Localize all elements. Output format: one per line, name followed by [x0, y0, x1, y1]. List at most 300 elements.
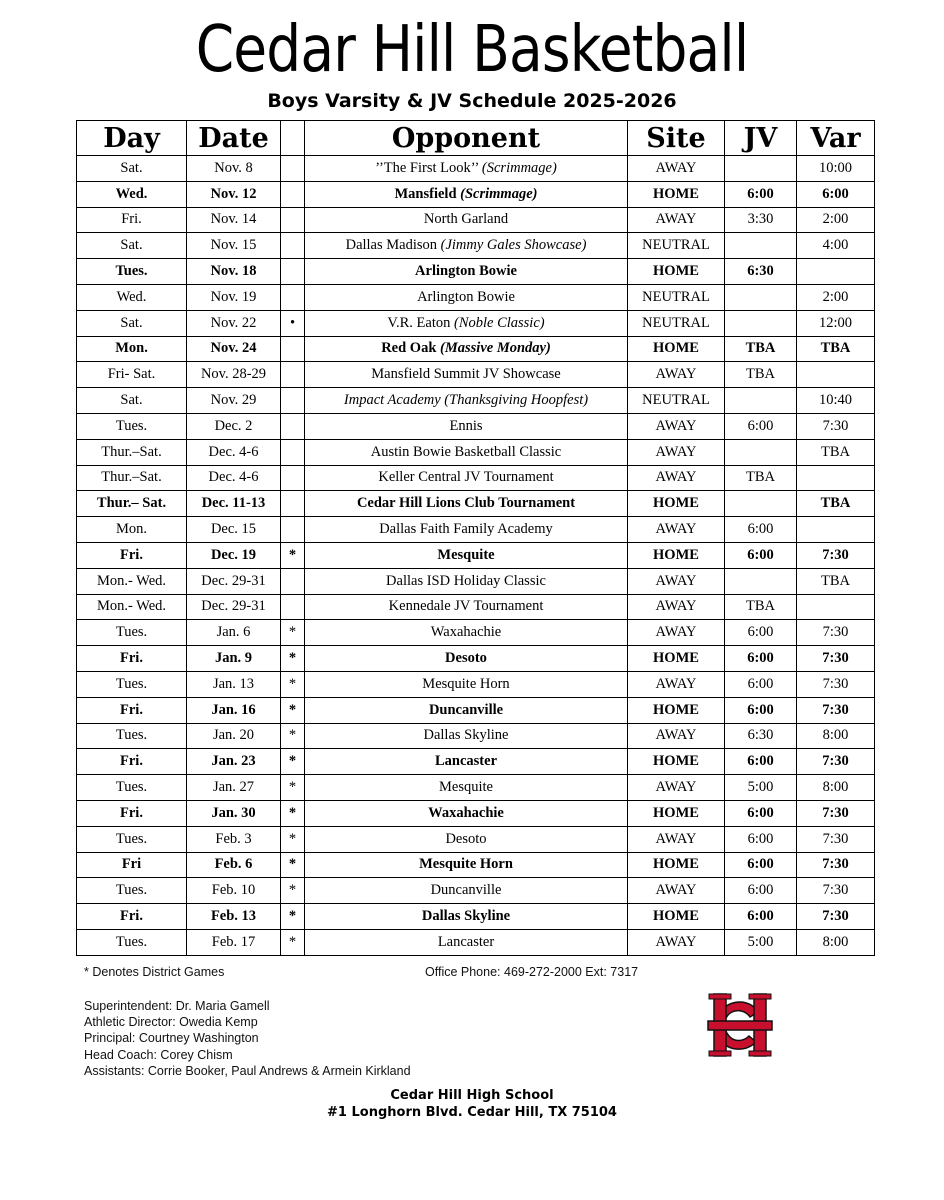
cell-jv: 5:00 — [725, 775, 797, 801]
cell-opponent — [305, 929, 628, 955]
cell-opponent — [305, 749, 628, 775]
school-address: #1 Longhorn Blvd. Cedar Hill, TX 75104 — [327, 1105, 617, 1120]
column-header-jv: JV — [725, 121, 797, 156]
cell-site: HOME — [628, 181, 725, 207]
cell-var: 7:30 — [797, 878, 875, 904]
cell-jv: 6:00 — [725, 904, 797, 930]
table-row — [77, 362, 875, 388]
cell-var: 12:00 — [797, 310, 875, 336]
cell-site: AWAY — [628, 439, 725, 465]
cell-jv: 6:00 — [725, 697, 797, 723]
cell-district-mark: * — [281, 904, 305, 930]
cell-site: AWAY — [628, 156, 725, 182]
opponent-note: (Scrimmage) — [481, 159, 557, 176]
cell-district-mark: * — [281, 852, 305, 878]
cell-date: Nov. 12 — [187, 181, 281, 207]
opponent-name: Mesquite — [437, 546, 495, 563]
table-row — [77, 826, 875, 852]
cell-opponent — [305, 852, 628, 878]
page-subtitle: Boys Varsity & JV Schedule 2025-2026 — [267, 90, 677, 112]
opponent-name: Arlington Bowie — [417, 288, 515, 305]
cell-site: AWAY — [628, 723, 725, 749]
cell-var: 8:00 — [797, 929, 875, 955]
cell-jv — [725, 233, 797, 259]
table-row — [77, 929, 875, 955]
opponent-note: (Scrimmage) — [460, 185, 538, 202]
cell-jv: 3:30 — [725, 207, 797, 233]
opponent-name: Ennis — [449, 417, 483, 434]
cell-date: Dec. 11-13 — [187, 491, 281, 517]
cell-jv: 6:00 — [725, 800, 797, 826]
cell-opponent — [305, 826, 628, 852]
cell-jv: TBA — [725, 465, 797, 491]
cell-day: Tues. — [77, 620, 187, 646]
cell-day: Thur.–Sat. — [77, 439, 187, 465]
cell-opponent — [305, 491, 628, 517]
table-row — [77, 904, 875, 930]
cell-day: Sat. — [77, 388, 187, 414]
cell-var: TBA — [797, 568, 875, 594]
cell-var: TBA — [797, 491, 875, 517]
school-address-block — [0, 1087, 944, 1121]
opponent-name: Mansfield — [394, 185, 457, 202]
opponent-name: Dallas Faith Family Academy — [379, 521, 553, 538]
cell-day: Tues. — [77, 671, 187, 697]
staff-head-coach: Head Coach: Corey Chism — [84, 1047, 233, 1062]
cell-day: Sat. — [77, 310, 187, 336]
cell-var: 4:00 — [797, 233, 875, 259]
table-row — [77, 697, 875, 723]
cell-site: NEUTRAL — [628, 233, 725, 259]
cell-opponent — [305, 233, 628, 259]
cell-jv: 6:00 — [725, 878, 797, 904]
cell-site: AWAY — [628, 362, 725, 388]
opponent-name: Dallas Skyline — [421, 908, 511, 924]
cell-date: Jan. 20 — [187, 723, 281, 749]
cell-var: 7:30 — [797, 646, 875, 672]
cell-jv — [725, 491, 797, 517]
cell-date: Dec. 2 — [187, 413, 281, 439]
opponent-name: Duncanville — [428, 701, 504, 718]
opponent-name: Dallas Madison — [345, 237, 438, 254]
cell-day: Tues. — [77, 878, 187, 904]
column-header-date: Date — [187, 121, 281, 156]
cell-opponent — [305, 723, 628, 749]
cell-date: Dec. 29-31 — [187, 568, 281, 594]
cell-district-mark: * — [281, 749, 305, 775]
cell-day: Tues. — [77, 723, 187, 749]
cell-day: Mon.- Wed. — [77, 594, 187, 620]
cell-opponent — [305, 388, 628, 414]
schedule-table — [76, 120, 875, 956]
cell-var: 7:30 — [797, 697, 875, 723]
column-header-mark — [281, 121, 305, 156]
cell-opponent — [305, 671, 628, 697]
cell-date: Jan. 23 — [187, 749, 281, 775]
cell-site: HOME — [628, 542, 725, 568]
table-row — [77, 491, 875, 517]
table-row — [77, 310, 875, 336]
cell-jv: 6:00 — [725, 826, 797, 852]
cell-district-mark — [281, 491, 305, 517]
cell-var: 2:00 — [797, 284, 875, 310]
cell-opponent — [305, 207, 628, 233]
cell-opponent — [305, 697, 628, 723]
cell-site: AWAY — [628, 413, 725, 439]
cell-district-mark: * — [281, 723, 305, 749]
cell-site: HOME — [628, 697, 725, 723]
staff-superintendent: Superintendent: Dr. Maria Gamell — [84, 999, 270, 1013]
table-row — [77, 156, 875, 182]
cell-site: HOME — [628, 336, 725, 362]
opponent-note: (Jimmy Gales Showcase) — [440, 237, 587, 254]
cell-district-mark — [281, 156, 305, 182]
cell-day: Mon.- Wed. — [77, 568, 187, 594]
cell-district-mark: * — [281, 775, 305, 801]
opponent-name: Desoto — [445, 650, 487, 667]
table-row — [77, 284, 875, 310]
opponent-name: Dallas ISD Holiday Classic — [386, 572, 546, 589]
cell-district-mark — [281, 181, 305, 207]
cell-opponent — [305, 439, 628, 465]
cell-var: 7:30 — [797, 904, 875, 930]
opponent-name: Cedar Hill Lions Club Tournament — [356, 495, 576, 512]
cell-day: Tues. — [77, 775, 187, 801]
cell-jv: 6:00 — [725, 646, 797, 672]
table-row — [77, 181, 875, 207]
cell-date: Feb. 3 — [187, 826, 281, 852]
opponent-name: Mesquite Horn — [422, 675, 510, 692]
table-row — [77, 671, 875, 697]
cell-date: Feb. 6 — [187, 852, 281, 878]
cell-date: Dec. 4-6 — [187, 465, 281, 491]
cell-site: HOME — [628, 749, 725, 775]
column-header-day: Day — [77, 121, 187, 156]
cell-opponent — [305, 620, 628, 646]
cell-site: AWAY — [628, 207, 725, 233]
cell-var — [797, 465, 875, 491]
cell-date: Nov. 22 — [187, 310, 281, 336]
cell-date: Dec. 15 — [187, 517, 281, 543]
cell-opponent — [305, 284, 628, 310]
cell-opponent — [305, 775, 628, 801]
cell-day: Wed. — [77, 181, 187, 207]
opponent-name: V.R. Eaton — [387, 314, 451, 331]
opponent-name: Red Oak — [381, 340, 437, 357]
cell-jv: 6:00 — [725, 413, 797, 439]
cell-var — [797, 362, 875, 388]
cell-site: AWAY — [628, 465, 725, 491]
cell-date: Nov. 8 — [187, 156, 281, 182]
cell-day: Sat. — [77, 156, 187, 182]
cell-jv: 6:30 — [725, 259, 797, 285]
opponent-name: Kennedale JV Tournament — [388, 598, 544, 615]
cell-site: AWAY — [628, 775, 725, 801]
opponent-name: Mesquite Horn — [419, 856, 513, 873]
cell-date: Dec. 4-6 — [187, 439, 281, 465]
column-header-site: Site — [628, 121, 725, 156]
cell-var: 7:30 — [797, 749, 875, 775]
district-note: * Denotes District Games — [84, 965, 225, 979]
cell-district-mark — [281, 284, 305, 310]
cell-opponent — [305, 362, 628, 388]
table-row — [77, 233, 875, 259]
cell-jv: 5:00 — [725, 929, 797, 955]
cell-date: Nov. 28-29 — [187, 362, 281, 388]
cell-var: 7:30 — [797, 800, 875, 826]
cell-date: Nov. 24 — [187, 336, 281, 362]
table-row — [77, 749, 875, 775]
cell-district-mark: • — [281, 310, 305, 336]
table-row — [77, 620, 875, 646]
cell-site: HOME — [628, 259, 725, 285]
cell-var: TBA — [797, 439, 875, 465]
cell-date: Nov. 19 — [187, 284, 281, 310]
cell-var: 10:00 — [797, 156, 875, 182]
cell-jv — [725, 284, 797, 310]
cell-day: Tues. — [77, 929, 187, 955]
cell-jv — [725, 156, 797, 182]
cell-jv: 6:00 — [725, 852, 797, 878]
cell-date: Jan. 16 — [187, 697, 281, 723]
cell-jv: 6:00 — [725, 181, 797, 207]
table-row — [77, 775, 875, 801]
cell-date: Feb. 17 — [187, 929, 281, 955]
opponent-name: Keller Central JV Tournament — [378, 469, 554, 486]
cell-site: AWAY — [628, 878, 725, 904]
staff-list — [84, 998, 411, 1079]
cell-day: Tues. — [77, 826, 187, 852]
cell-var: 8:00 — [797, 775, 875, 801]
cell-site: NEUTRAL — [628, 388, 725, 414]
opponent-name: Waxahachie — [428, 804, 504, 821]
opponent-name: Dallas Skyline — [423, 727, 509, 744]
school-name: Cedar Hill High School — [390, 1088, 554, 1103]
column-header-var: Var — [797, 121, 875, 156]
cell-site: HOME — [628, 491, 725, 517]
opponent-name: Duncanville — [430, 882, 502, 899]
cell-opponent — [305, 465, 628, 491]
opponent-name: Austin Bowie Basketball Classic — [370, 443, 562, 460]
cell-opponent — [305, 800, 628, 826]
opponent-name: Mesquite — [439, 779, 493, 796]
cell-date: Dec. 29-31 — [187, 594, 281, 620]
cell-jv: TBA — [725, 336, 797, 362]
cell-date: Jan. 13 — [187, 671, 281, 697]
cell-day: Fri. — [77, 207, 187, 233]
cell-district-mark: * — [281, 800, 305, 826]
cell-district-mark: * — [281, 620, 305, 646]
cell-district-mark — [281, 439, 305, 465]
opponent-name: Waxahachie — [430, 624, 502, 641]
schedule-body — [77, 156, 875, 956]
cell-var — [797, 517, 875, 543]
cell-date: Jan. 27 — [187, 775, 281, 801]
column-header-opponent: Opponent — [305, 121, 628, 156]
opponent-name: ’’The First Look’’ — [375, 159, 479, 176]
opponent-name: North Garland — [423, 211, 509, 228]
cell-district-mark: * — [281, 878, 305, 904]
opponent-name: Lancaster — [434, 753, 497, 770]
staff-athletic-director: Athletic Director: Owedia Kemp — [84, 1015, 258, 1030]
cell-jv — [725, 310, 797, 336]
cell-jv: TBA — [725, 362, 797, 388]
cell-day: Fri- Sat. — [77, 362, 187, 388]
cell-district-mark: * — [281, 671, 305, 697]
cell-jv — [725, 439, 797, 465]
office-phone: Office Phone: 469-272-2000 Ext: 7317 — [425, 965, 639, 979]
table-row — [77, 800, 875, 826]
cell-site: NEUTRAL — [628, 284, 725, 310]
cell-district-mark — [281, 388, 305, 414]
cell-jv — [725, 568, 797, 594]
table-row — [77, 439, 875, 465]
cell-opponent — [305, 878, 628, 904]
cell-opponent — [305, 517, 628, 543]
cell-district-mark — [281, 259, 305, 285]
cell-district-mark — [281, 568, 305, 594]
cell-date: Nov. 15 — [187, 233, 281, 259]
cell-district-mark: * — [281, 646, 305, 672]
cell-district-mark — [281, 465, 305, 491]
cell-opponent — [305, 594, 628, 620]
cell-var: 7:30 — [797, 542, 875, 568]
cell-opponent — [305, 568, 628, 594]
school-logo-icon — [700, 990, 780, 1062]
cell-date: Nov. 18 — [187, 259, 281, 285]
cell-district-mark — [281, 517, 305, 543]
cell-day: Wed. — [77, 284, 187, 310]
cell-opponent — [305, 310, 628, 336]
table-row — [77, 723, 875, 749]
opponent-note: Impact Academy (Thanksgiving Hoopfest) — [343, 392, 589, 409]
cell-day: Fri. — [77, 800, 187, 826]
cell-var: 7:30 — [797, 620, 875, 646]
cell-day: Thur.– Sat. — [77, 491, 187, 517]
opponent-name: Desoto — [445, 830, 487, 847]
cell-date: Feb. 10 — [187, 878, 281, 904]
cell-var: 7:30 — [797, 671, 875, 697]
cell-district-mark: * — [281, 826, 305, 852]
cell-district-mark: * — [281, 929, 305, 955]
cell-day: Fri. — [77, 904, 187, 930]
opponent-name: Mansfield Summit JV Showcase — [371, 366, 561, 383]
cell-date: Nov. 14 — [187, 207, 281, 233]
cell-var: 2:00 — [797, 207, 875, 233]
cell-district-mark — [281, 594, 305, 620]
table-row — [77, 594, 875, 620]
cell-site: AWAY — [628, 517, 725, 543]
cell-day: Tues. — [77, 259, 187, 285]
cell-var: 6:00 — [797, 181, 875, 207]
cell-district-mark — [281, 413, 305, 439]
table-row — [77, 336, 875, 362]
table-row — [77, 517, 875, 543]
cell-jv: 6:00 — [725, 749, 797, 775]
cell-site: AWAY — [628, 671, 725, 697]
table-row — [77, 542, 875, 568]
cell-jv: 6:00 — [725, 542, 797, 568]
cell-site: AWAY — [628, 826, 725, 852]
cell-district-mark — [281, 233, 305, 259]
cell-site: NEUTRAL — [628, 310, 725, 336]
cell-date: Jan. 6 — [187, 620, 281, 646]
cell-jv: 6:00 — [725, 671, 797, 697]
cell-date: Dec. 19 — [187, 542, 281, 568]
cell-site: HOME — [628, 904, 725, 930]
opponent-name: Arlington Bowie — [415, 263, 517, 280]
opponent-note: (Noble Classic) — [453, 314, 545, 331]
table-row — [77, 259, 875, 285]
cell-day: Fri. — [77, 697, 187, 723]
cell-var: 7:30 — [797, 852, 875, 878]
cell-opponent — [305, 181, 628, 207]
table-row — [77, 878, 875, 904]
cell-date: Jan. 9 — [187, 646, 281, 672]
cell-var: TBA — [797, 336, 875, 362]
cell-jv: 6:00 — [725, 620, 797, 646]
cell-district-mark — [281, 207, 305, 233]
cell-site: HOME — [628, 646, 725, 672]
cell-site: HOME — [628, 852, 725, 878]
cell-district-mark: * — [281, 697, 305, 723]
opponent-name: Lancaster — [437, 933, 495, 950]
cell-site: AWAY — [628, 620, 725, 646]
cell-jv: 6:00 — [725, 517, 797, 543]
cell-date: Feb. 13 — [187, 904, 281, 930]
table-row — [77, 852, 875, 878]
cell-opponent — [305, 156, 628, 182]
cell-district-mark — [281, 336, 305, 362]
cell-opponent — [305, 646, 628, 672]
table-row — [77, 207, 875, 233]
cell-var: 7:30 — [797, 413, 875, 439]
cell-var — [797, 594, 875, 620]
table-row — [77, 413, 875, 439]
table-row — [77, 465, 875, 491]
cell-site: AWAY — [628, 568, 725, 594]
cell-var: 7:30 — [797, 826, 875, 852]
cell-day: Fri — [77, 852, 187, 878]
cell-day: Tues. — [77, 413, 187, 439]
cell-day: Fri. — [77, 646, 187, 672]
table-row — [77, 388, 875, 414]
cell-opponent — [305, 904, 628, 930]
cell-opponent — [305, 542, 628, 568]
cell-date: Nov. 29 — [187, 388, 281, 414]
cell-site: AWAY — [628, 929, 725, 955]
table-row — [77, 646, 875, 672]
cell-date: Jan. 30 — [187, 800, 281, 826]
staff-assistants: Assistants: Corrie Booker, Paul Andrews & Armein Kirkland — [84, 1063, 411, 1078]
cell-district-mark: * — [281, 542, 305, 568]
cell-day: Fri. — [77, 542, 187, 568]
cell-site: AWAY — [628, 594, 725, 620]
page-title: Cedar Hill Basketball — [195, 13, 749, 87]
cell-day: Fri. — [77, 749, 187, 775]
staff-principal: Principal: Courtney Washington — [84, 1031, 259, 1046]
cell-site: HOME — [628, 800, 725, 826]
opponent-note: (Massive Monday) — [440, 340, 551, 357]
cell-jv: 6:30 — [725, 723, 797, 749]
cell-day: Sat. — [77, 233, 187, 259]
table-row — [77, 568, 875, 594]
cell-day: Thur.–Sat. — [77, 465, 187, 491]
cell-opponent — [305, 259, 628, 285]
cell-day: Mon. — [77, 336, 187, 362]
cell-opponent — [305, 336, 628, 362]
cell-day: Mon. — [77, 517, 187, 543]
